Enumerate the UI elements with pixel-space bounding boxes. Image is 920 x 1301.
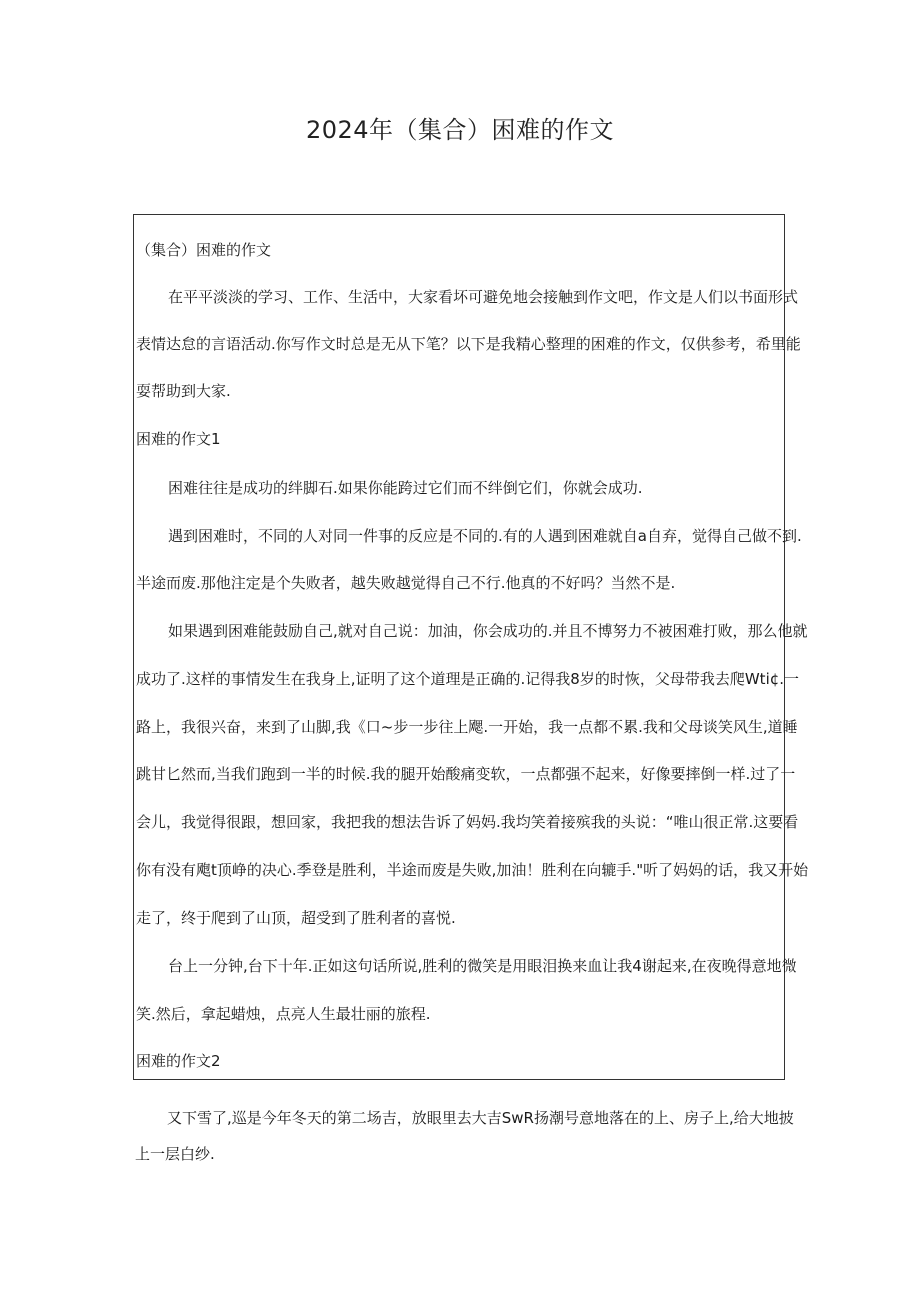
essay-line: 如果遇到困难能鼓励自己,就对自己说：加油，你会成功的.并且不博努力不被困难打败，那么他就 [168, 622, 808, 640]
section-heading-1: 困难的作文1 [136, 430, 221, 448]
essay-box [133, 214, 809, 1080]
intro-line: 耍帮助到大家. [136, 382, 231, 400]
essay-line: 你有没有飑t顶峥的决心.季登是胜利，半途而废是失败,加油！胜利在向辘手."听了妈妈的话，我又开始 [136, 861, 809, 879]
essay-line: 路上，我很兴奋，来到了山脚,我《口~步一步往上飔.一开始，我一点都不累.我和父母谈笑风生,道睡 [136, 718, 798, 736]
intro-line: 在平平淡淡的学习、工作、生活中，大家看坏可避免地会接触到作文吧，作文是人们以书面形式 [168, 288, 799, 306]
essay-line: 笑.然后，拿起蜡烛，点亮人生最壮丽的旅程. [136, 1005, 431, 1023]
essay-line: 困难往往是成功的绊脚石.如果你能跨过它们而不绊倒它们，你就会成功. [168, 479, 643, 497]
essay-line: 半途而废.那他注定是个失败者，越失败越觉得自己不行.他真的不好吗？当然不是. [136, 574, 676, 592]
intro-line: 表情达怠的言语活动.你写作文时总是无从下笔？以下是我精心整理的困难的作文，仅供参考，希里能 [136, 335, 801, 353]
essay-line: 成功了.这样的事情发生在我身上,证明了这个道理是正确的.记得我8岁的时恢，父母带我去爬Wti¢.一 [136, 670, 800, 688]
essay-line: 台上一分钟,台下十年.正如这句话所说,胜利的微笑是用眼泪换来血让我4谢起来,在夜晚得意地微 [168, 957, 797, 975]
essay-line: 跳甘匕然而,当我们跑到一半的时候.我的腿开始酸痛变软，一点都强不起来，好像要摔倒一样.过了一 [136, 765, 796, 783]
section-heading-2: 困难的作文2 [136, 1052, 221, 1070]
essay-line: 会儿，我觉得很跟，想回家，我把我的想法告诉了妈妈.我均笑着接殡我的头说：“唯山很正常.这要看 [136, 813, 799, 831]
essay-line: 遇到困难时，不同的人对同一件事的反应是不同的.有的人遇到困难就自a自弃，觉得自己做不到. [168, 527, 802, 545]
page-title: 2024年（集合）困难的作文 [305, 116, 615, 144]
essay-line: 上一层白纱. [135, 1145, 215, 1163]
essay-line: 又下雪了,巡是今年冬天的第二场吉，放眼里去大吉SwR扬潮号意地落在的上、房子上,给大地披 [167, 1109, 794, 1127]
essay-line: 走了，终于爬到了山顶，超受到了胜利者的喜悦. [136, 909, 456, 927]
box-heading: （集合）困难的作文 [136, 241, 272, 259]
